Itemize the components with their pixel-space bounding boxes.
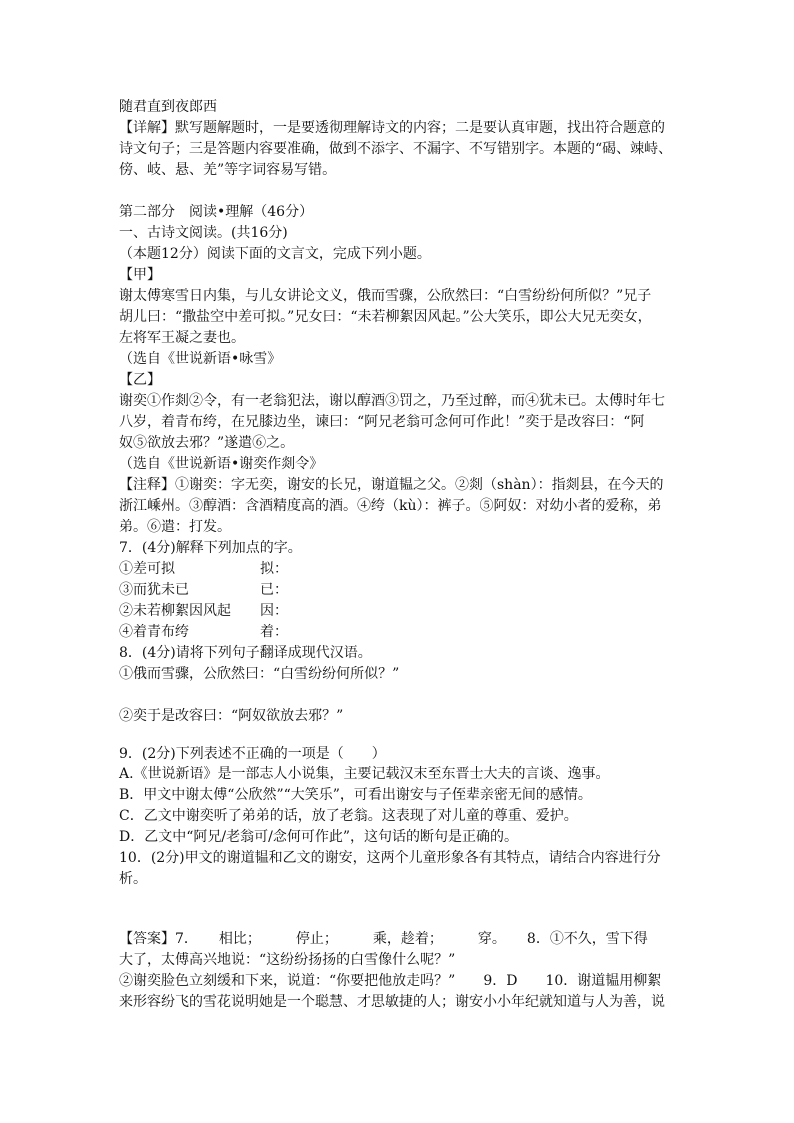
q7-word: 因： [260,603,288,619]
notes-line: 弟。⑥遣：打发。 [119,519,231,535]
jia-text-line: 左将军王凝之妻也。 [119,330,245,346]
q9-option-a: A.《世说新语》是一部志人小说集，主要记载汉末至东晋士大夫的言谈、逸事。 [119,766,610,782]
jia-text-line: 胡儿曰：“撒盐空中差可拟。”兄女曰：“未若柳絮因风起。”公大笑乐，即公大兄无奕女， [119,309,652,325]
q7-phrase: ①差可拟 [119,561,175,577]
q9-option-d: D．乙文中“阿兄/老翁可/念何可作此”，这句话的断句是正确的。 [119,829,518,845]
notes-line: 【注释】①谢奕：字无奕，谢安的长兄，谢道韫之父。②剡（shàn）：指剡县，在今天的 [119,477,664,493]
jia-source: （选自《世说新语•咏雪》 [119,351,282,367]
section-heading: 一、古诗文阅读。(共16分) [119,225,288,241]
q7-phrase: ④着青布绔 [119,624,189,640]
poem-line: 随君直到夜郎西 [119,99,217,115]
yi-source: （选自《世说新语•谢奕作剡令》 [119,456,324,472]
q10-line: 10．(2分)甲文的谢道韫和乙文的谢安，这两个儿童形象各有其特点，请结合内容进行分 [119,850,661,866]
q8-sentence-2: ②奕于是改容曰：“阿奴欲放去邪？” [119,708,344,724]
part-heading: 第二部分 阅读•理解（46分） [119,204,314,220]
q7-word: 拟： [260,561,288,577]
q8-prompt: 8．(4分)请将下列句子翻译成现代汉语。 [119,645,372,661]
answer-line: 【答案】7． 相比； 停止； 乘，趁着； 穿。 8．①不久，雪下得 [119,931,648,947]
detail-line: 诗文句子；三是答题内容要准确，做到不添字、不漏字、不写错别字。本题的“碣、竦峙、 [119,141,673,157]
q7-word: 已： [260,582,288,598]
q7-phrase: ③而犹未已 [119,582,189,598]
q7-item [119,559,288,580]
q7-phrase: ②未若柳絮因风起 [119,603,231,619]
yi-text-line: 谢奕①作剡②令，有一老翁犯法，谢以醇酒③罚之，乃至过醉，而④犹未已。太傅时年七 [119,393,665,409]
jia-label: 【甲】 [119,267,161,283]
q10-line: 析。 [119,871,147,887]
notes-line: 浙江嵊州。③醇酒：含酒精度高的酒。④绔（kù）：裤子。⑤阿奴：对幼小者的爱称，弟 [119,498,662,514]
jia-text-line: 谢太傅寒雪日内集，与儿女讲论文义，俄而雪骤，公欣然曰：“白雪纷纷何所似？”兄子 [119,288,652,304]
yi-text-line: 奴⑤欲放去邪？”遂遣⑥之。 [119,435,295,451]
q7-item [119,601,288,622]
yi-text-line: 八岁，着青布绔，在兄膝边坐，谏曰：“阿兄老翁可念何可作此！”奕于是改容曰：“阿 [119,414,645,430]
answer-line: 大了，太傅高兴地说：“这纷纷扬扬的白雪像什么呢？” [119,952,456,968]
answer-line: 来形容纷飞的雪花说明她是一个聪慧、才思敏捷的人；谢安小小年纪就知道与人为善，说 [119,994,665,1010]
q7-item [119,622,288,643]
q9-option-c: C．乙文中谢奕听了弟弟的话，放了老翁。这表现了对儿童的尊重、爱护。 [119,808,578,824]
q7-prompt: 7．(4分)解释下列加点的字。 [119,540,302,556]
q8-sentence-1: ①俄而雪骤，公欣然曰：“白雪纷纷何所似？” [119,666,400,682]
q7-word: 着： [260,624,288,640]
detail-line: 傍、岐、悬、羌”等字词容易写错。 [119,162,337,178]
passage-intro: （本题12分）阅读下面的文言文，完成下列小题。 [119,246,431,262]
q7-item [119,580,288,601]
q9-prompt: 9．(2分)下列表述不正确的一项是（ ） [119,746,386,762]
detail-line: 【详解】默写题解题时，一是要透彻理解诗文的内容；二是要认真审题，找出符合题意的 [119,120,665,136]
q9-option-b: B．甲文中谢太傅“公欣然”“大笑乐”，可看出谢安与子侄辈亲密无间的感情。 [119,787,592,803]
answer-line: ②谢奕脸色立刻缓和下来，说道：“你要把他放走吗？” 9．D 10．谢道韫用柳絮 [119,973,662,989]
yi-label: 【乙】 [119,372,161,388]
